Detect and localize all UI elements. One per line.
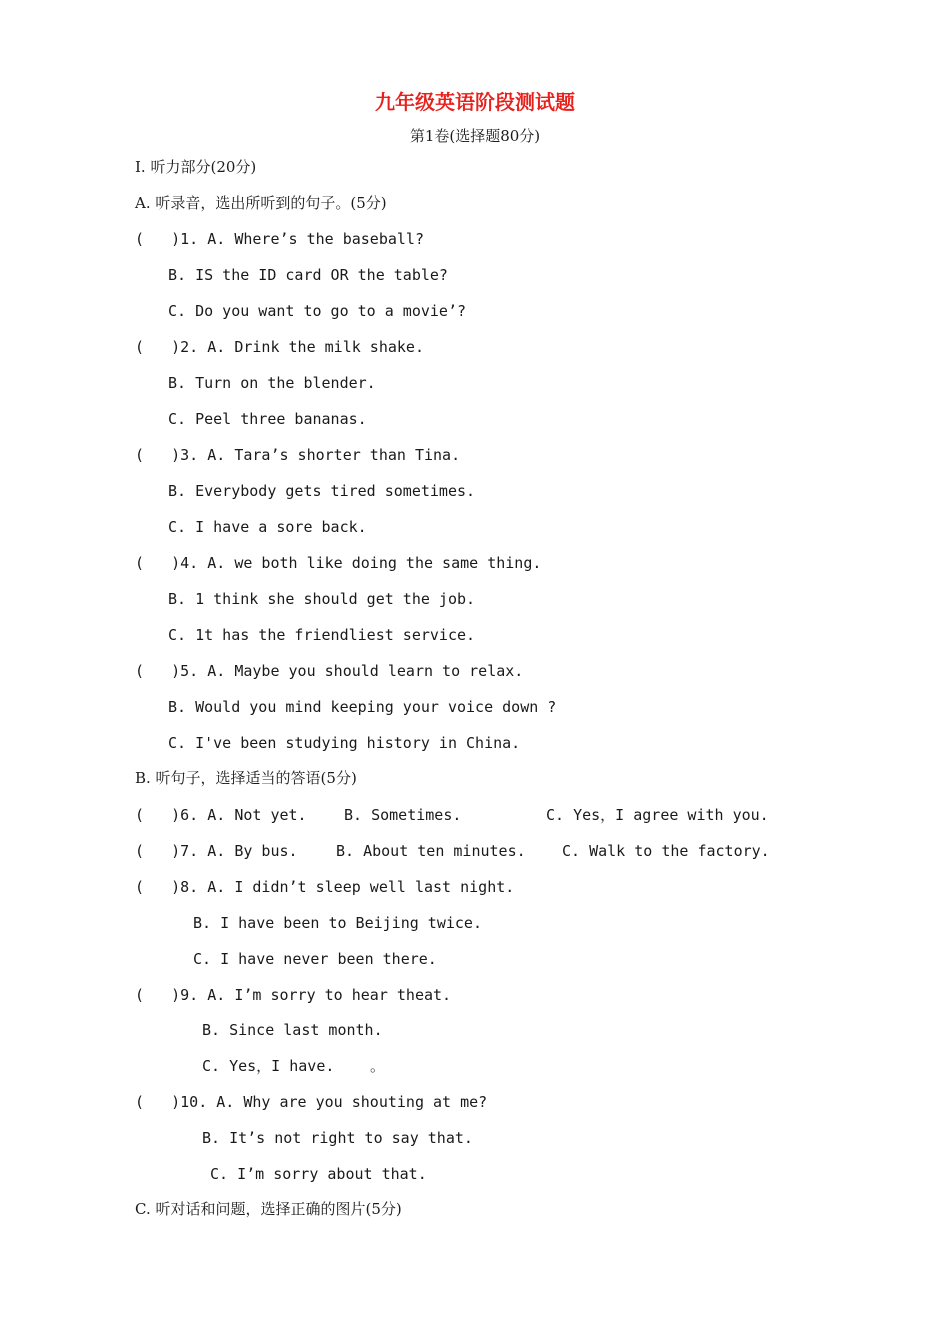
q10-option-b: B. It’s not right to say that.: [202, 1129, 473, 1147]
q8-option-b: B. I have been to Beijing twice.: [193, 914, 482, 932]
q1-option-c: C. Do you want to go to a movie’?: [168, 302, 467, 320]
q10-option-c: C. I’m sorry about that.: [210, 1165, 427, 1183]
q10-option-a: ( )10. A. Why are you shouting at me?: [135, 1093, 488, 1111]
q4-option-a: ( )4. A. we both like doing the same thing.: [135, 554, 542, 572]
exam-title: 九年级英语阶段测试题: [375, 90, 575, 114]
q6-option-b: B. Sometimes.: [344, 806, 462, 824]
q5-option-b: B. Would you mind keeping your voice down ?: [168, 698, 557, 716]
q8-option-a: ( )8. A. I didn’t sleep well last night.: [135, 878, 515, 896]
q2-option-a: ( )2. A. Drink the milk shake.: [135, 338, 424, 356]
q1-option-b: B. IS the ID card OR the table?: [168, 266, 448, 284]
part-b-heading: B. 听句子，选择适当的答语(5分): [135, 769, 357, 787]
q5-option-c: C. I've been studying history in China.: [168, 734, 521, 752]
q1-option-a: ( )1. A. Where’s the baseball?: [135, 230, 424, 248]
q9-option-b: B. Since last month.: [202, 1021, 383, 1039]
q9-option-c: C. Yes，I have.: [202, 1057, 335, 1075]
q8-option-c: C. I have never been there.: [193, 950, 437, 968]
q4-option-c: C. 1t has the friendliest service.: [168, 626, 476, 644]
q2-option-c: C. Peel three bananas.: [168, 410, 367, 428]
q2-option-b: B. Turn on the blender.: [168, 374, 376, 392]
section-heading-listening: I. 听力部分(20分): [135, 158, 257, 176]
q9-stray-mark: 。: [370, 1057, 386, 1075]
part-c-heading: C. 听对话和问题，选择正确的图片(5分): [135, 1200, 402, 1218]
q3-option-b: B. Everybody gets tired sometimes.: [168, 482, 476, 500]
q3-option-c: C. I have a sore back.: [168, 518, 367, 536]
q6-option-c: C. Yes，I agree with you.: [546, 806, 769, 824]
q7-option-b: B. About ten minutes.: [336, 842, 526, 860]
q4-option-b: B. 1 think she should get the job.: [168, 590, 476, 608]
q7-option-a: ( )7. A. By bus.: [135, 842, 298, 860]
exam-subtitle: 第1卷(选择题80分): [409, 127, 541, 145]
q9-option-a: ( )9. A. I’m sorry to hear theat.: [135, 986, 452, 1004]
q5-option-a: ( )5. A. Maybe you should learn to relax.: [135, 662, 524, 680]
q3-option-a: ( )3. A. Tara’s shorter than Tina.: [135, 446, 461, 464]
q7-option-c: C. Walk to the factory.: [562, 842, 770, 860]
q6-option-a: ( )6. A. Not yet.: [135, 806, 307, 824]
part-a-heading: A. 听录音，选出所听到的句子。(5分): [135, 194, 387, 212]
